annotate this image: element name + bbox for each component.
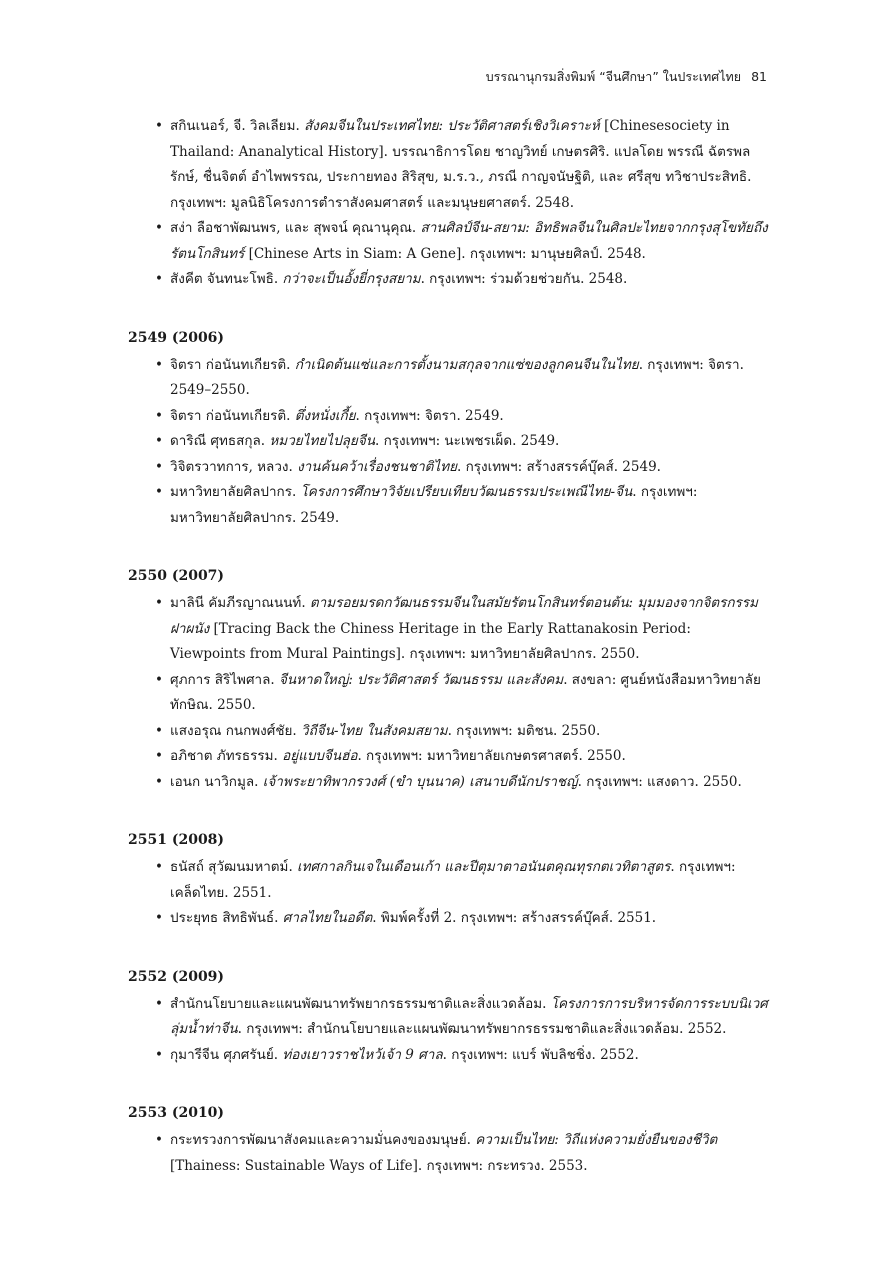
year-section	[128, 327, 768, 532]
entry-author: ดาริณี ศุทธสกุล.	[170, 433, 270, 449]
year-heading: 2551 (2008)	[128, 832, 225, 848]
bullet-icon: •	[155, 773, 163, 790]
entry-title: อยู่แบบจีนฮ่อ	[282, 748, 358, 764]
entry-details: . กรุงเทพฯ: จิตรา. 2549.	[355, 407, 504, 424]
bullet-icon: •	[155, 722, 163, 739]
entry-details: [Chinesesociety in Thailand: Ananalytical History]. บรรณาธิการโดย ชาญวิทย์ เกษตรศิริ. แปลโดย พรรณี ฉัตรพลรักษ์, ชื่นจิตต์ อำไพพรรณ, ประกายทอง สิริสุข, ม.ร.ว., ภรณี กาญจนัษฐิติ, และ ศรีสุข ทวิชาประสิทธิ. กรุงเทพฯ: มูลนิธิโครงการตำราสังคมศาสตร์ และมนุษยศาสตร์. 2548.	[170, 118, 752, 211]
entry-author: ธนัสถ์ สุวัฒนมหาตม์.	[170, 859, 298, 875]
bibliography-entry	[128, 480, 768, 531]
entry-title: เจ้าพระยาทิพากรวงศ์ (ขำ บุนนาค) เสนาบดีนักปราชญ์	[262, 773, 578, 790]
bullet-icon: •	[155, 1132, 163, 1148]
bibliography-entry	[128, 668, 768, 719]
entry-title: งานค้นคว้าเรื่องชนชาติไทย	[297, 458, 458, 475]
entry-details: . กรุงเทพฯ: เคล็ดไทย. 2551.	[170, 859, 736, 901]
bibliography-entry	[128, 1043, 768, 1069]
bullet-icon: •	[155, 271, 163, 287]
entry-author: มาลินี คัมภีรญาณนนท์.	[170, 595, 310, 611]
bullet-icon: •	[155, 458, 163, 475]
bibliography-entry	[128, 744, 768, 770]
bibliography-entry	[128, 719, 768, 745]
entry-author: กระทรวงการพัฒนาสังคมและความมั่นคงของมนุษย์.	[170, 1132, 476, 1148]
bibliography-entry	[128, 353, 768, 404]
bullet-icon: •	[155, 1046, 163, 1063]
entry-author: สกินเนอร์, จี. วิลเลียม.	[170, 118, 305, 134]
entry-author: สำนักนโยบายและแผนพัฒนาทรัพยากรธรรมชาติและสิ่งแวดล้อม.	[170, 995, 551, 1012]
bibliography-entry	[128, 770, 768, 796]
entry-author: เอนก นาวิกมูล.	[170, 773, 263, 790]
bullet-icon: •	[155, 910, 163, 926]
year-heading: 2550 (2007)	[128, 568, 225, 584]
entry-details: . กรุงเทพฯ: แสงดาว. 2550.	[577, 773, 742, 790]
entry-title: ความเป็นไทย: วิถีแห่งความยั่งยืนของชีวิต	[475, 1132, 718, 1148]
year-section	[128, 829, 768, 932]
entry-title: โครงการการบริหารจัดการระบบนิเวศลุ่มน้ำท่าจีน	[170, 995, 768, 1037]
year-section	[128, 1102, 768, 1179]
entry-details: . สงขลา: ศูนย์หนังสือมหาวิทยาลัยทักษิณ. 2550.	[170, 671, 761, 713]
entry-title: ตามรอยมรดกวัฒนธรรมจีนในสมัยรัตนโกสินทร์ตอนต้น: มุมมองจากจิตรกรรมฝาผนัง	[170, 595, 758, 637]
entry-details: [Thainess: Sustainable Ways of Life]. กรุงเทพฯ: กระทรวง. 2553.	[170, 1157, 588, 1174]
year-heading: 2549 (2006)	[128, 329, 225, 346]
bibliography-entry	[128, 855, 768, 906]
entry-title: ศาลไทยในอดีต	[282, 910, 373, 926]
entry-title: สังคมจีนในประเทศไทย: ประวัติศาสตร์เชิงวิเคราะห์	[304, 118, 600, 134]
bullet-icon: •	[155, 995, 163, 1012]
bibliography-entry	[128, 216, 768, 267]
entry-title: หมวยไทยไปลุยจีน	[269, 433, 375, 449]
year-sections	[128, 327, 768, 1180]
bullet-icon: •	[155, 671, 163, 688]
entry-title: ตึ่งหนั่งเกี้ย	[294, 407, 356, 424]
bibliography-entry	[128, 591, 768, 668]
year-heading: 2552 (2009)	[128, 968, 225, 985]
entry-title: กำเนิดต้นแซ่และการตั้งนามสกุลจากแซ่ของลูกคนจีนในไทย	[294, 356, 639, 373]
bibliography-body	[128, 114, 768, 1179]
bullet-icon: •	[155, 595, 163, 611]
entry-author: วิจิตรวาทการ, หลวง.	[170, 458, 298, 475]
bullet-icon: •	[155, 407, 163, 424]
entry-author: จิตรา ก่อนันทเกียรติ.	[170, 356, 295, 373]
entry-details: . กรุงเทพฯ: นะเพชรเผ็ด. 2549.	[374, 433, 560, 449]
page-number: 81	[751, 69, 767, 84]
entry-details: . กรุงเทพฯ: จิตรา. 2549–2550.	[170, 356, 744, 398]
entry-title: เทศกาลกินเจในเดือนเก้า และปีตุมาตาอนันตคุณทุรกตเวทิตาสูตร	[297, 859, 671, 875]
entry-author: ศุภการ สิริไพศาล.	[170, 671, 279, 688]
entry-author: สง่า ลือชาพัฒนพร, และ สุพจน์ คุณานุคุณ.	[170, 220, 421, 236]
bibliography-entry	[128, 906, 768, 932]
entry-author: อภิชาต ภัทรธรรม.	[170, 748, 283, 764]
entry-title: ท่องเยาวราชไหว้เจ้า 9 ศาล	[282, 1046, 443, 1063]
bibliography-entry	[128, 267, 768, 293]
bibliography-entry	[128, 114, 768, 216]
entry-details: . กรุงเทพฯ: แบร์ พับลิชชิ่ง. 2552.	[442, 1046, 639, 1063]
bibliography-entry	[128, 992, 768, 1043]
entry-author: แสงอรุณ กนกพงศ์ชัย.	[170, 722, 301, 739]
entry-title: กว่าจะเป็นอั้งยี่กรุงสยาม	[282, 271, 421, 287]
entry-details: . กรุงเทพฯ: สำนักนโยบายและแผนพัฒนาทรัพยากรธรรมชาติและสิ่งแวดล้อม. 2552.	[237, 1021, 727, 1037]
bullet-icon: •	[155, 748, 163, 764]
bibliography-entry	[128, 429, 768, 455]
bibliography-entry	[128, 455, 768, 481]
entry-title: สานศิลป์จีน-สยาม: อิทธิพลจีนในศิลปะไทยจากกรุงสุโขทัยถึงรัตนโกสินทร์	[170, 220, 768, 262]
entry-details: . กรุงเทพฯ: มหาวิทยาลัยเกษตรศาสตร์. 2550.	[357, 748, 626, 764]
year-section	[128, 565, 768, 795]
entry-author: กุมารีจีน ศุภศรันย์.	[170, 1046, 283, 1063]
entry-author: มหาวิทยาลัยศิลปากร.	[170, 484, 301, 500]
entry-details: . กรุงเทพฯ: ร่วมด้วยช่วยกัน. 2548.	[420, 271, 628, 287]
bullet-icon: •	[155, 484, 163, 500]
entry-author: ประยุทธ สิทธิพันธ์.	[170, 910, 283, 926]
bibliography-entry	[128, 404, 768, 430]
entry-details: [Tracing Back the Chiness Heritage in the Early Rattanakosin Period: Viewpoints from Mural Paintings]. กรุงเทพฯ: มหาวิทยาลัยศิลปากร. 2550.	[170, 620, 691, 662]
entry-title: วิถีจีน-ไทย ในสังคมสยาม	[301, 722, 448, 739]
entry-author: จิตรา ก่อนันทเกียรติ.	[170, 407, 295, 424]
bullet-icon: •	[155, 433, 163, 449]
running-title: บรรณานุกรมสิ่งพิมพ์ “จีนศึกษา” ในประเทศไทย	[485, 69, 742, 84]
bibliography-entry	[128, 1128, 768, 1179]
bullet-icon: •	[155, 220, 163, 236]
bullet-icon: •	[155, 356, 163, 373]
entry-details: . กรุงเทพฯ: สร้างสรรค์บุ๊คส์. 2549.	[457, 458, 661, 475]
year-heading: 2553 (2010)	[128, 1105, 225, 1121]
entry-details: . กรุงเทพฯ: มติชน. 2550.	[447, 722, 601, 739]
entry-title: โครงการศึกษาวิจัยเปรียบเทียบวัฒนธรรมประเพณีไทย-จีน	[300, 484, 633, 500]
entry-title: จีนหาดใหญ่: ประวัติศาสตร์ วัฒนธรรม และสังคม	[278, 671, 564, 688]
entry-details: [Chinese Arts in Siam: A Gene]. กรุงเทพฯ: มานุษยศิลป์. 2548.	[244, 245, 646, 262]
bullet-icon: •	[155, 859, 163, 875]
bullet-icon: •	[155, 118, 163, 134]
entry-author: สังคีต จันทนะโพธิ.	[170, 271, 283, 287]
running-header	[486, 67, 767, 87]
entry-details: . กรุงเทพฯ: มหาวิทยาลัยศิลปากร. 2549.	[170, 484, 698, 526]
intro-entry-list	[128, 114, 768, 293]
year-section	[128, 966, 768, 1069]
entry-details: . พิมพ์ครั้งที่ 2. กรุงเทพฯ: สร้างสรรค์บุ๊คส์. 2551.	[372, 910, 657, 926]
